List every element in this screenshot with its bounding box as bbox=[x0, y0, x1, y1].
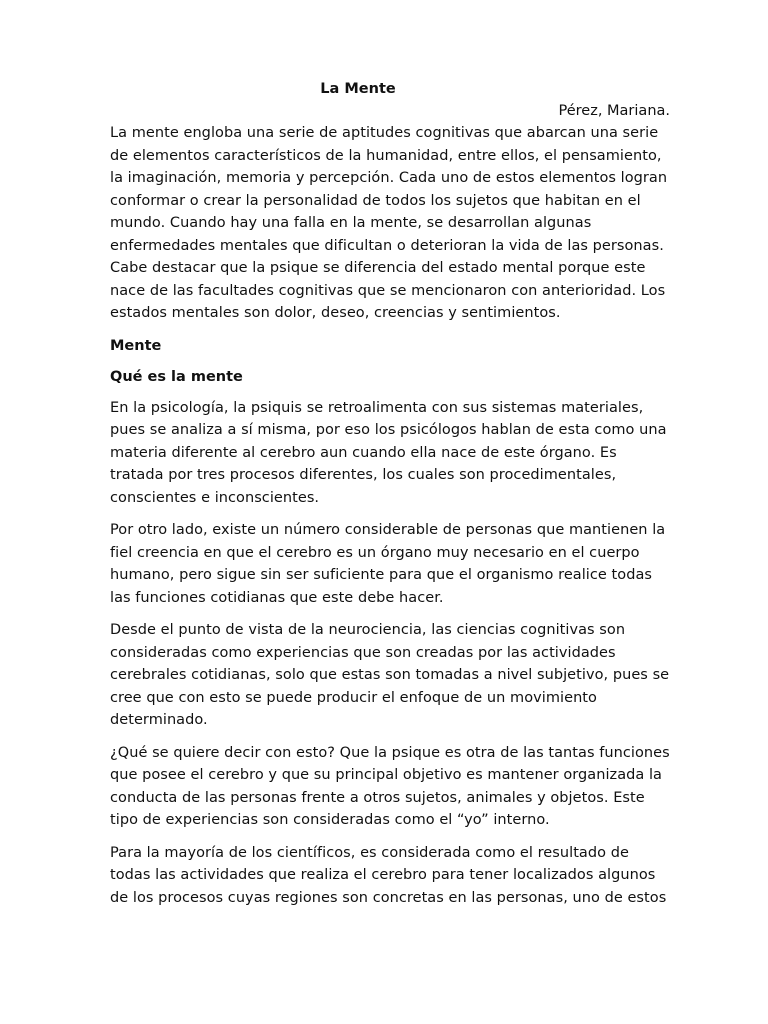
paragraph-line: de elementos característicos de la humanidad, entre ellos, el pensamiento, bbox=[110, 147, 662, 164]
section-heading: Qué es la mente bbox=[110, 368, 243, 385]
paragraph-line: nace de las facultades cognitivas que se mencionaron con anterioridad. Los bbox=[110, 282, 666, 299]
paragraph-line: estados mentales son dolor, deseo, creencias y sentimientos. bbox=[110, 305, 561, 321]
paragraph-line: conducta de las personas frente a otros sujetos, animales y objetos. Este bbox=[110, 789, 645, 806]
paragraph bbox=[110, 397, 670, 510]
paragraph-line: conformar o crear la personalidad de todos los sujetos que habitan en el bbox=[110, 192, 641, 209]
paragraph-line: de los procesos cuyas regiones son concretas en las personas, uno de estos bbox=[110, 889, 667, 906]
paragraph-line: En la psicología, la psiquis se retroalimenta con sus sistemas materiales, bbox=[110, 399, 644, 416]
paragraph-line: humano, pero sigue sin ser suficiente para que el organismo realice todas bbox=[110, 567, 652, 583]
document-body bbox=[110, 122, 670, 909]
paragraph-line: cree que con esto se puede producir el enfoque de un movimiento bbox=[110, 689, 597, 706]
paragraph-line: cerebrales cotidianas, solo que estas son tomadas a nivel subjetivo, pues se bbox=[110, 667, 670, 683]
paragraph-line: Desde el punto de vista de la neurociencia, las ciencias cognitivas son bbox=[110, 622, 626, 638]
paragraph-line: todas las actividades que realiza el cerebro para tener localizados algunos bbox=[110, 867, 656, 883]
paragraph bbox=[110, 122, 670, 325]
paragraph-line: pues se analiza a sí misma, por eso los psicólogos hablan de esta como una bbox=[110, 422, 667, 438]
document-title: La Mente bbox=[320, 81, 396, 97]
paragraph-line: mundo. Cuando hay una falla en la mente, se desarrollan algunas bbox=[110, 215, 592, 231]
paragraph-line: tratada por tres procesos diferentes, los cuales son procedimentales, bbox=[110, 467, 617, 483]
paragraph-line: determinado. bbox=[110, 712, 208, 728]
paragraph-line: conscientes e inconscientes. bbox=[110, 489, 320, 506]
paragraph bbox=[110, 742, 670, 832]
paragraph-line: la imaginación, memoria y percepción. Cada uno de estos elementos logran bbox=[110, 170, 668, 186]
paragraph-line: las funciones cotidianas que este debe hacer. bbox=[110, 589, 444, 606]
paragraph bbox=[110, 619, 670, 732]
document-page bbox=[110, 78, 670, 919]
paragraph-line: fiel creencia en que el cerebro es un órgano muy necesario en el cuerpo bbox=[110, 544, 640, 561]
paragraph-line: Cabe destacar que la psique se diferencia del estado mental porque este bbox=[110, 260, 646, 276]
section-heading: Mente bbox=[110, 337, 162, 354]
paragraph-line: consideradas como experiencias que son creadas por las actividades bbox=[110, 644, 616, 661]
paragraph-line: Por otro lado, existe un número considerable de personas que mantienen la bbox=[110, 522, 666, 538]
paragraph-line: enfermedades mentales que dificultan o deterioran la vida de las personas. bbox=[110, 237, 664, 254]
paragraph-line: Para la mayoría de los científicos, es considerada como el resultado de bbox=[110, 844, 629, 861]
paragraph-line: tipo de experiencias son consideradas como el “yo” interno. bbox=[110, 812, 550, 828]
paragraph-line: que posee el cerebro y que su principal objetivo es mantener organizada la bbox=[110, 767, 662, 783]
paragraph bbox=[110, 519, 670, 609]
paragraph bbox=[110, 842, 670, 910]
paragraph-line: La mente engloba una serie de aptitudes cognitivas que abarcan una serie bbox=[110, 125, 659, 141]
paragraph-line: ¿Qué se quiere decir con esto? Que la psique es otra de las tantas funciones bbox=[110, 744, 670, 761]
document-author: Pérez, Mariana. bbox=[558, 103, 670, 119]
paragraph-line: materia diferente al cerebro aun cuando ella nace de este órgano. Es bbox=[110, 444, 617, 461]
